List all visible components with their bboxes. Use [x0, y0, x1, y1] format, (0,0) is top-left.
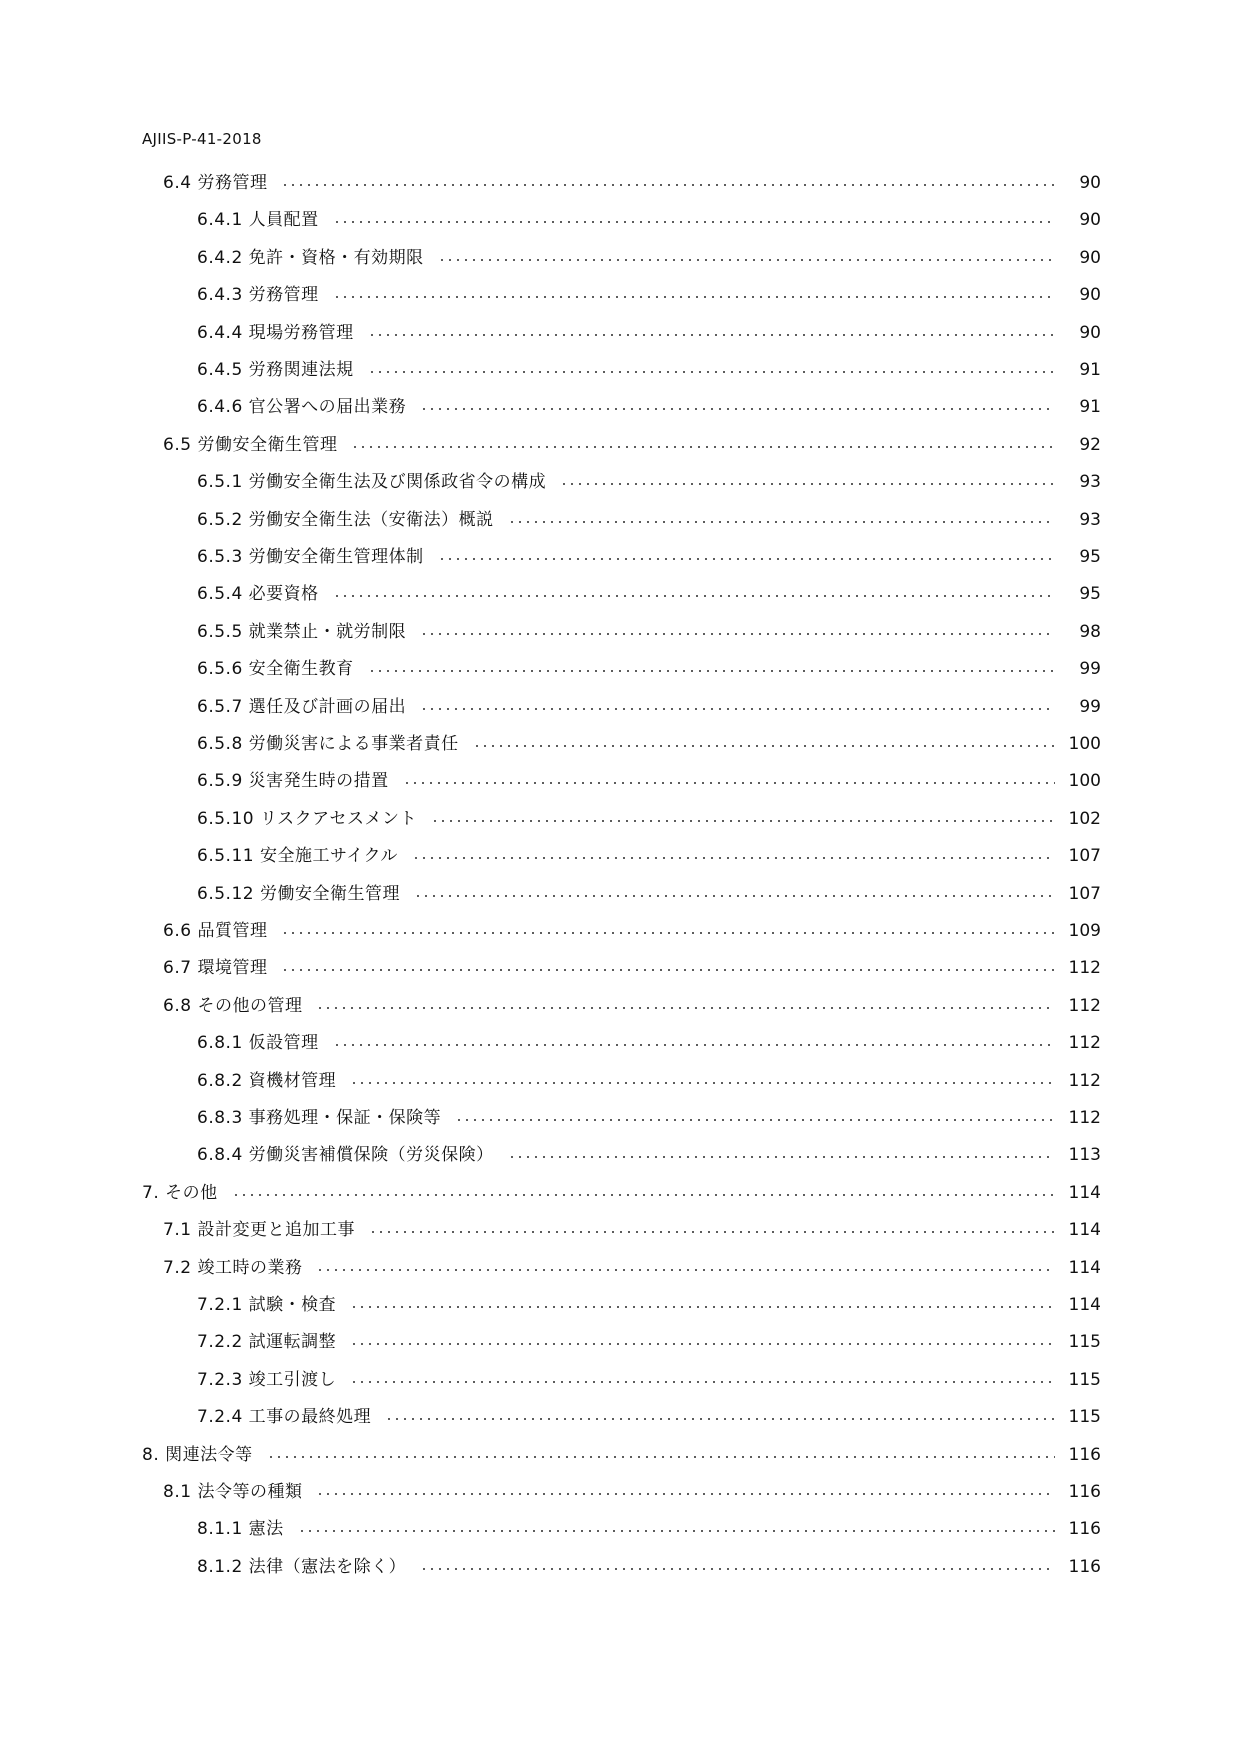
- toc-entry-page-number: 109: [1068, 921, 1101, 941]
- toc-entry-page-number: 90: [1079, 322, 1101, 343]
- toc-entry-page-number: 90: [1079, 247, 1101, 268]
- toc-entry-page-number: 93: [1079, 509, 1101, 530]
- toc-entry-title: 6.5.3 労働安全衛生管理体制: [197, 547, 424, 567]
- toc-dot-leader: [369, 1231, 1055, 1233]
- toc-dot-leader: [281, 184, 1055, 186]
- toc-entry[interactable]: [197, 392, 1101, 422]
- toc-entry-title: 6.5.12 労働安全衛生管理: [197, 883, 400, 904]
- toc-entry-title: 8.1.1 憲法: [197, 1519, 284, 1540]
- toc-entry-title: 7.2.3 竣工引渡し: [197, 1369, 337, 1390]
- toc-entry[interactable]: [197, 1066, 1101, 1096]
- toc-dot-leader: [412, 857, 1055, 859]
- toc-entry[interactable]: [197, 617, 1101, 647]
- toc-entry-title: 8.1.2 法律（憲法を除く）: [197, 1556, 407, 1577]
- toc-entry-page-number: 107: [1068, 883, 1101, 904]
- toc-dot-leader: [385, 1418, 1055, 1420]
- toc-entry[interactable]: [197, 1028, 1101, 1058]
- toc-entry-title: 6.5.11 安全施工サイクル: [197, 846, 398, 867]
- toc-dot-leader: [455, 1119, 1055, 1121]
- toc-entry-page-number: 112: [1068, 958, 1101, 979]
- toc-dot-leader: [431, 820, 1055, 822]
- toc-entry-page-number: 93: [1079, 472, 1101, 493]
- toc-dot-leader: [333, 1044, 1055, 1046]
- toc-entry[interactable]: [197, 243, 1101, 273]
- toc-entry[interactable]: [197, 1365, 1101, 1395]
- toc-entry-title: 6.8.2 資機材管理: [197, 1070, 337, 1091]
- toc-entry-page-number: 90: [1079, 173, 1101, 193]
- toc-dot-leader: [333, 221, 1055, 223]
- toc-dot-leader: [420, 1568, 1055, 1570]
- toc-dot-leader: [316, 1493, 1055, 1495]
- toc-dot-leader: [368, 670, 1055, 672]
- toc-entry[interactable]: [197, 467, 1101, 497]
- toc-dot-leader: [333, 595, 1055, 597]
- toc-entry-page-number: 95: [1079, 547, 1101, 567]
- toc-entry-title: 6.5 労働安全衛生管理: [163, 434, 338, 455]
- toc-entry[interactable]: [163, 916, 1101, 946]
- toc-entry[interactable]: [197, 1140, 1101, 1170]
- toc-entry[interactable]: [197, 205, 1101, 235]
- toc-entry-title: 6.5.7 選任及び計画の届出: [197, 696, 407, 717]
- toc-entry-page-number: 90: [1079, 210, 1101, 231]
- toc-dot-leader: [473, 745, 1055, 747]
- toc-entry-title: 6.4.2 免許・資格・有効期限: [197, 247, 424, 268]
- toc-entry-page-number: 100: [1068, 734, 1101, 754]
- toc-entry-page-number: 116: [1068, 1556, 1101, 1577]
- toc-entry[interactable]: [197, 654, 1101, 684]
- toc-entry-title: 6.8.4 労働災害補償保険（労災保険）: [197, 1145, 494, 1166]
- toc-entry[interactable]: [197, 355, 1101, 385]
- toc-entry-title: 6.5.8 労働災害による事業者責任: [197, 734, 459, 754]
- toc-entry[interactable]: [197, 1327, 1101, 1357]
- toc-entry[interactable]: [197, 729, 1101, 759]
- toc-entry-title: 6.5.6 安全衛生教育: [197, 659, 354, 680]
- toc-dot-leader: [508, 1156, 1055, 1158]
- toc-entry-title: 6.5.9 災害発生時の措置: [197, 771, 389, 792]
- toc-entry-title: 6.8.3 事務処理・保証・保険等: [197, 1108, 442, 1128]
- toc-entry[interactable]: [197, 318, 1101, 348]
- toc-entry-page-number: 116: [1068, 1519, 1101, 1540]
- toc-dot-leader: [316, 1007, 1055, 1009]
- toc-dot-leader: [560, 483, 1055, 485]
- toc-entry-page-number: 107: [1068, 846, 1101, 867]
- toc-entry[interactable]: [163, 991, 1101, 1021]
- toc-entry[interactable]: [197, 579, 1101, 609]
- toc-entry-title: 6.5.1 労働安全衛生法及び関係政省令の構成: [197, 472, 547, 493]
- toc-dot-leader: [414, 895, 1055, 897]
- toc-entry-title: 7.2.4 工事の最終処理: [197, 1407, 372, 1428]
- toc-entry-title: 8. 関連法令等: [142, 1444, 253, 1465]
- toc-entry[interactable]: [197, 879, 1101, 909]
- toc-entry-title: 6.8 その他の管理: [163, 995, 303, 1016]
- toc-entry[interactable]: [142, 1440, 1101, 1470]
- toc-entry[interactable]: [163, 953, 1101, 983]
- toc-entry[interactable]: [163, 1253, 1101, 1283]
- toc-dot-leader: [232, 1194, 1055, 1196]
- toc-entry-page-number: 95: [1079, 584, 1101, 605]
- toc-entry-page-number: 91: [1079, 397, 1101, 418]
- toc-entry[interactable]: [197, 1290, 1101, 1320]
- toc-entry-title: 7.1 設計変更と追加工事: [163, 1220, 355, 1241]
- toc-dot-leader: [438, 558, 1055, 560]
- toc-entry-page-number: 114: [1068, 1182, 1101, 1203]
- toc-entry-page-number: 114: [1068, 1220, 1101, 1241]
- toc-entry-page-number: 114: [1068, 1295, 1101, 1315]
- toc-entry-title: 6.6 品質管理: [163, 921, 268, 941]
- toc-dot-leader: [420, 408, 1055, 410]
- toc-entry-page-number: 99: [1079, 696, 1101, 717]
- toc-entry-page-number: 113: [1068, 1145, 1101, 1166]
- toc-entry-page-number: 115: [1068, 1332, 1101, 1353]
- toc-dot-leader: [350, 1082, 1055, 1084]
- toc-entry-title: 6.4.6 官公署への届出業務: [197, 397, 407, 418]
- document-code: AJIIS-P-41-2018: [142, 130, 262, 148]
- toc-entry-title: 6.8.1 仮設管理: [197, 1033, 319, 1054]
- toc-entry-page-number: 98: [1079, 621, 1101, 642]
- toc-entry-page-number: 115: [1068, 1369, 1101, 1390]
- toc-dot-leader: [350, 1343, 1055, 1345]
- toc-dot-leader: [438, 259, 1055, 261]
- toc-entry[interactable]: [197, 1402, 1101, 1432]
- toc-dot-leader: [420, 708, 1055, 710]
- toc-entry-page-number: 112: [1068, 995, 1101, 1016]
- toc-entry[interactable]: [142, 1178, 1101, 1208]
- toc-entry-page-number: 100: [1068, 771, 1101, 792]
- toc-dot-leader: [368, 371, 1055, 373]
- toc-dot-leader: [316, 1269, 1055, 1271]
- toc-dot-leader: [403, 782, 1055, 784]
- toc-entry[interactable]: [197, 542, 1101, 572]
- toc-entry-page-number: 116: [1068, 1444, 1101, 1465]
- toc-entry[interactable]: [197, 1552, 1101, 1582]
- toc-entry[interactable]: [197, 841, 1101, 871]
- toc-dot-leader: [350, 1306, 1055, 1308]
- toc-entry-title: 6.5.4 必要資格: [197, 584, 319, 605]
- toc-entry-page-number: 91: [1079, 360, 1101, 380]
- toc-entry[interactable]: [197, 280, 1101, 310]
- toc-dot-leader: [281, 932, 1055, 934]
- toc-entry-title: 6.4.5 労務関連法規: [197, 360, 354, 380]
- toc-entry[interactable]: [197, 1514, 1101, 1544]
- toc-dot-leader: [508, 521, 1055, 523]
- toc-dot-leader: [298, 1530, 1055, 1532]
- toc-entry-page-number: 99: [1079, 659, 1101, 680]
- toc-entry-page-number: 102: [1068, 808, 1101, 829]
- toc-dot-leader: [368, 334, 1055, 336]
- toc-entry[interactable]: [197, 692, 1101, 722]
- toc-entry[interactable]: [163, 1477, 1101, 1507]
- toc-entry[interactable]: [197, 1103, 1101, 1133]
- toc-entry[interactable]: [163, 168, 1101, 198]
- toc-entry-title: 7.2.1 試験・検査: [197, 1295, 337, 1315]
- toc-entry-title: 6.4.4 現場労務管理: [197, 322, 354, 343]
- toc-entry-title: 6.7 環境管理: [163, 958, 268, 979]
- toc-entry-title: 6.5.10 リスクアセスメント: [197, 808, 417, 829]
- toc-entry-title: 7.2 竣工時の業務: [163, 1257, 303, 1278]
- toc-entry-title: 6.4 労務管理: [163, 173, 268, 193]
- toc-entry-page-number: 92: [1079, 434, 1101, 455]
- toc-entry-page-number: 112: [1068, 1070, 1101, 1091]
- toc-dot-leader: [351, 446, 1055, 448]
- toc-entry-page-number: 90: [1079, 285, 1101, 306]
- toc-entry-title: 6.4.1 人員配置: [197, 210, 319, 231]
- toc-entry[interactable]: [197, 804, 1101, 834]
- toc-entry[interactable]: [197, 505, 1101, 535]
- toc-entry-title: 6.4.3 労務管理: [197, 285, 319, 306]
- toc-entry[interactable]: [163, 1215, 1101, 1245]
- toc-dot-leader: [281, 969, 1055, 971]
- toc-entry-title: 7.2.2 試運転調整: [197, 1332, 337, 1353]
- toc-dot-leader: [420, 633, 1055, 635]
- toc-dot-leader: [350, 1381, 1055, 1383]
- toc-entry-title: 8.1 法令等の種類: [163, 1482, 303, 1502]
- toc-entry-title: 6.5.2 労働安全衛生法（安衛法）概説: [197, 509, 494, 530]
- toc-entry-page-number: 114: [1068, 1257, 1101, 1278]
- toc-entry-title: 7. その他: [142, 1182, 218, 1203]
- toc-entry-page-number: 115: [1068, 1407, 1101, 1428]
- toc-dot-leader: [333, 296, 1055, 298]
- toc-dot-leader: [267, 1456, 1055, 1458]
- toc-entry[interactable]: [197, 766, 1101, 796]
- toc-entry-page-number: 116: [1068, 1482, 1101, 1502]
- toc-entry[interactable]: [163, 430, 1101, 460]
- toc-entry-page-number: 112: [1068, 1108, 1101, 1128]
- toc-entry-page-number: 112: [1068, 1033, 1101, 1054]
- toc-entry-title: 6.5.5 就業禁止・就労制限: [197, 621, 407, 642]
